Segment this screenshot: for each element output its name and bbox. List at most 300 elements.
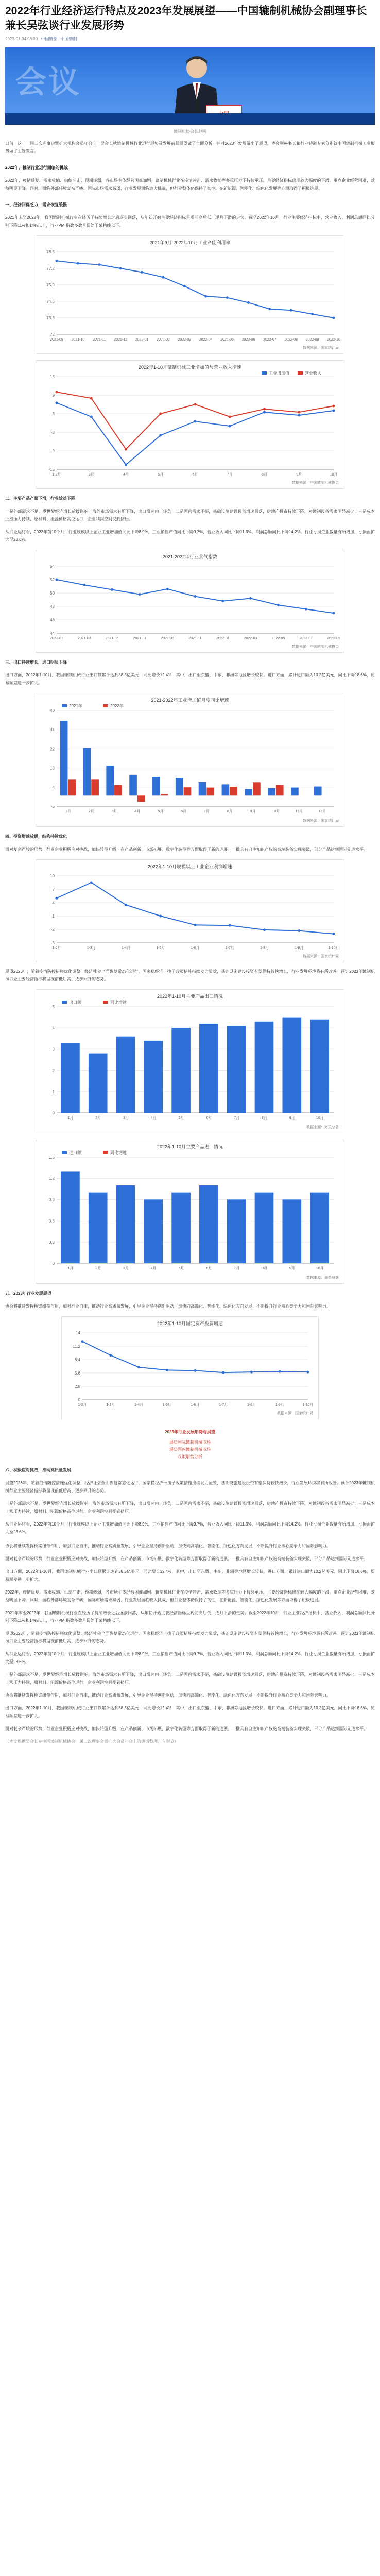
bar	[222, 784, 230, 795]
data-point	[90, 416, 93, 418]
bar	[171, 1028, 191, 1113]
x-tick-label: 2022-02	[157, 338, 170, 342]
x-tick-label: 1-4月	[134, 1403, 144, 1407]
chart-svg	[36, 999, 344, 1128]
paragraph-13: 2022年，疫情反复、需求收缩、供给冲击、预期转弱，各市场主体经营困难加剧。辘制机械行业在疫情冲击、需求收缩等多重压力下持续承压，主要经济指标出现较大幅度的下滑。重点企业经营困难，效益明显下降。同时，面临外部环境复杂严峻，国际市场需求减弱，行业发展面临较大挑战，但行业整体仍保持了韧性，在新能源、智能化、绿色化发展等方面取得了积极进展。	[5, 1590, 375, 1602]
x-tick-label: 4月	[123, 473, 129, 477]
data-point	[81, 1340, 84, 1343]
data-point	[263, 411, 266, 414]
x-tick-label: 5月	[158, 473, 164, 477]
chart-imports	[36, 1140, 344, 1284]
section-body-1: 2022年，疫情反复、需求收缩、供给冲击、预期转弱，各市场主体经营困难加剧。辘制机械行业在疫情冲击、需求收缩等多重压力下持续承压，主要经济指标出现较大幅度的下滑。重点企业经营困难，效益明显下降。同时，面临外部环境复杂严峻，国际市场需求减弱，行业发展面临较大挑战，但行业整体仍保持了韧性，在新能源、智能化、绿色化发展等方面取得了积极进展。	[5, 178, 375, 191]
y-tick-label: 2.8	[74, 1384, 80, 1389]
legend-swatch	[262, 371, 267, 375]
y-tick-label: -3	[50, 430, 55, 435]
x-tick-label: 1月	[65, 810, 71, 814]
data-point	[166, 1369, 168, 1371]
y-tick-label: 0.9	[48, 1197, 55, 1202]
data-point	[307, 1371, 309, 1374]
x-tick-label: 2021-09	[161, 637, 175, 640]
y-tick-label: 8.4	[74, 1358, 80, 1362]
toc-item[interactable]: 展望国内辘制机械市场	[169, 1447, 211, 1452]
desk	[5, 113, 375, 125]
data-point	[139, 593, 141, 596]
bar	[68, 779, 76, 795]
y-tick-label: 3	[52, 1047, 55, 1052]
paragraph-9: 从行业运行看，2022年前10个月，行业规模以上企业工业增加值同比下降8.9%，工业销售产值同比下降9.7%，营业收入同比下降11.3%，利润总额同比下降14.2%。行业亏损企业数量有所增加，亏损面扩大至23.6%。	[5, 1522, 375, 1534]
data-point	[56, 579, 58, 581]
data-point	[226, 296, 229, 299]
legend-label: 2021年	[69, 704, 82, 708]
legend-label: 出口额	[69, 1000, 81, 1005]
toc-item[interactable]: 展望国际辘制机械市场	[169, 1440, 211, 1445]
paragraph-7: 展望2023年，随着疫情防控措施优化调整，经济社会全面恢复常态化运行，国家稳经济一揽子政策措施持续发力显效，基础设施建设投资有望保持较快增长，行业发展环境将有所改善。预计2023年辘制机械行业主要经济指标将呈现前低后高、逐步回升的态势。	[5, 1481, 375, 1493]
y-tick-label: 75.9	[46, 283, 55, 287]
x-tick-label: 6月	[206, 1267, 212, 1270]
data-point	[119, 267, 122, 270]
bar	[137, 795, 145, 802]
paragraph-20: 面对复杂严峻的形势，行业企业积极应对挑战，加快转型升级，在产品创新、市场拓展、数字化转型等方面取得了新的进展。一批具有自主知识产权的高端装备实现突破，部分产品达到国际先进水平。	[5, 1726, 368, 1731]
data-point	[263, 408, 266, 411]
x-tick-label: 3月	[123, 1116, 129, 1120]
bar	[255, 1022, 274, 1113]
y-tick-label: 7	[52, 887, 55, 892]
x-tick-label: 2021-11	[188, 637, 202, 640]
y-tick-label: 50	[50, 591, 55, 596]
data-point	[333, 612, 335, 615]
bar	[144, 1041, 163, 1113]
data-point	[159, 413, 162, 415]
chart-title: 2022年1-10月规模以上工业企业利润增速	[147, 864, 233, 869]
data-point	[311, 313, 314, 315]
data-point	[90, 397, 93, 400]
data-point	[109, 1354, 112, 1357]
y-tick-label: 44	[50, 631, 55, 636]
x-tick-label: 1-6月	[191, 1403, 200, 1407]
section-heading-4: 三、出口持续增长，进口明显下降	[5, 660, 67, 665]
x-tick-label: 9月	[296, 473, 302, 477]
data-point	[268, 308, 271, 310]
bar	[61, 1171, 80, 1263]
chart-exports	[36, 989, 344, 1133]
data-point	[247, 301, 250, 304]
bar	[199, 1024, 218, 1113]
data-point	[298, 411, 300, 414]
outlook-heading: 2023年行业发展形势与展望	[165, 1430, 215, 1434]
series-line	[57, 403, 334, 465]
bar	[116, 1037, 135, 1113]
y-tick-label: 10	[50, 874, 55, 878]
y-tick-label: -2	[50, 927, 55, 932]
y-tick-label: 72	[50, 332, 55, 337]
bar	[314, 787, 322, 796]
data-point	[125, 448, 127, 451]
bar	[282, 1199, 301, 1263]
bar	[60, 721, 68, 795]
x-tick-label: 2022-01	[135, 338, 149, 342]
data-point	[279, 1370, 281, 1373]
series-line	[57, 261, 334, 318]
x-tick-label: 2月	[95, 1116, 101, 1120]
article-author[interactable]: 中国辘制	[41, 37, 58, 41]
chart-capacity-utilization	[36, 235, 344, 354]
chart-title: 2021-2022年工业增加值月度同比增速	[151, 698, 229, 703]
data-point	[298, 929, 300, 932]
x-tick-label: 6月	[181, 810, 187, 814]
x-tick-label: 2022-09	[327, 637, 340, 640]
y-tick-label: 54	[50, 564, 55, 569]
y-tick-label: 5	[52, 1005, 55, 1009]
bar	[144, 1199, 163, 1263]
y-tick-label: 0	[52, 1111, 55, 1115]
bar	[89, 1193, 108, 1263]
data-point	[183, 285, 186, 287]
data-point	[111, 588, 113, 591]
data-point	[56, 897, 58, 900]
chart-title: 2021年9月-2022年10月工业产能利用率	[149, 240, 231, 245]
x-tick-label: 2022-07	[299, 637, 313, 640]
chart-source: 数据来源：国家统计局	[303, 955, 339, 958]
x-tick-label: 1-9月	[275, 1403, 284, 1407]
bar	[199, 782, 206, 795]
chart-title: 2021-2022年行业景气指数	[162, 554, 218, 560]
y-tick-label: 22	[50, 747, 55, 752]
data-point	[229, 924, 231, 927]
paragraph-4: 面对复杂严峻的形势，行业企业积极应对挑战，加快转型升级，在产品创新、市场拓展、数字化转型等方面取得了新的进展。一批具有自主知识产权的高端装备实现突破，部分产品达到国际先进水平。	[5, 847, 368, 852]
x-tick-label: 1-5月	[162, 1403, 171, 1407]
y-tick-label: 3	[52, 412, 55, 416]
data-point	[222, 1371, 224, 1374]
paragraph-12: 出口方面，2022年1-10月，我国辘制机械行业出口额累计达到38.5亿美元，同比增长12.4%，其中，出口至东盟、中东、非洲等地区增长较快。进口方面，累计进口额为10.2亿美元，同比下降18.6%，贸易顺差进一步扩大。	[5, 1569, 375, 1582]
paragraph-8: 一是外部需求不足。受世界经济增长放缓影响，海外市场需求有所下降，出口增速由正转负；二是国内需求不振，基础设施建设投资增速回落，房地产投资持续下降，对辘制设备需求明显减少；三是成本上涨压力持续，原材料、能源价格高位运行，企业利润空间受到挤压。	[5, 1501, 375, 1514]
paragraph-17: 一是外部需求不足。受世界经济增长放缓影响，海外市场需求有所下降，出口增速由正转负；二是国内需求不振，基础设施建设投资增速回落，房地产投资持续下降，对辘制设备需求明显减少；三是成本上涨压力持续，原材料、能源价格高位运行，企业利润空间受到挤压。	[5, 1672, 375, 1685]
x-tick-label: 6月	[206, 1116, 212, 1120]
x-tick-label: 9月	[289, 1116, 295, 1120]
y-tick-label: 74.6	[46, 299, 55, 304]
paragraph-14: 2021年末至2022年，我国辘制机械行业在经历了持续增长之后逐步回落，从年初开始主要经济指标呈现前高后低、逐月下滑的走势。截至2022年10月，行业主要经济指标中，营业收入、利润总额同比分别下降11%和14%以上，行业PMI指数多数月份处于荣枯线以下。	[5, 1611, 375, 1623]
x-tick-label: 2021-03	[77, 637, 91, 640]
photo-caption: 辘制机协会长赵明	[174, 129, 206, 134]
y-tick-label: 78.5	[46, 250, 55, 255]
bar	[116, 1185, 135, 1263]
bar	[114, 785, 122, 796]
x-tick-label: 2021-10	[71, 338, 85, 342]
chart-source: 数据来源：国家统计局	[303, 819, 339, 823]
x-tick-label: 1-5月	[156, 946, 165, 950]
paragraph-11: 面对复杂严峻的形势，行业企业积极应对挑战，加快转型升级，在产品创新、市场拓展、数字化转型等方面取得了新的进展。一批具有自主知识产权的高端装备实现突破，部分产品达到国际先进水平。	[5, 1556, 368, 1561]
data-point	[305, 608, 307, 611]
y-tick-label: -15	[48, 467, 55, 472]
x-tick-label: 1-3月	[87, 946, 96, 950]
chart-svg	[36, 870, 344, 957]
y-tick-label: 77.2	[46, 266, 55, 271]
legend-label: 同比增速	[110, 1000, 127, 1005]
bar	[227, 1026, 246, 1113]
section-heading-6: 五、2023年行业发展展望	[5, 1291, 51, 1296]
bar	[310, 1193, 329, 1263]
data-point	[56, 391, 58, 394]
y-tick-label: 31	[50, 727, 55, 733]
paragraph-3: 出口方面，2022年1-10月，我国辘制机械行业出口额累计达到38.5亿美元，同比增长12.4%，其中，出口至东盟、中东、非洲等地区增长较快。进口方面，累计进口额为10.2亿美元，同比下降18.6%，贸易顺差进一步扩大。	[5, 673, 375, 685]
x-tick-label: 7月	[234, 1116, 240, 1120]
x-tick-label: 7月	[227, 473, 233, 477]
data-point	[90, 882, 93, 884]
chart-fixed-investment	[61, 1316, 319, 1419]
x-tick-label: 2022-03	[244, 637, 257, 640]
x-tick-label: 2022-03	[178, 338, 192, 342]
chart-svg	[36, 246, 344, 349]
x-tick-label: 3月	[88, 473, 94, 477]
x-tick-label: 1-7月	[225, 946, 234, 950]
x-tick-label: 1-2月	[52, 946, 61, 950]
x-tick-label: 3月	[111, 810, 117, 814]
bar	[310, 1020, 329, 1113]
paragraph-19: 出口方面，2022年1-10月，我国辘制机械行业出口额累计达到38.5亿美元，同比增长12.4%，其中，出口至东盟、中东、非洲等地区增长较快。进口方面，累计进口额为10.2亿美元，同比下降18.6%，贸易顺差进一步扩大。	[5, 1706, 375, 1718]
chart-svg	[62, 1327, 318, 1414]
x-tick-label: 8月	[262, 1116, 267, 1120]
data-point	[250, 1371, 253, 1374]
x-tick-label: 4月	[134, 810, 141, 814]
x-tick-label: 1-10月	[328, 946, 339, 950]
bar	[291, 788, 299, 796]
article-source[interactable]: 中国辘制	[60, 37, 77, 41]
bar	[268, 788, 275, 795]
legend-swatch	[62, 1151, 67, 1154]
chart-growth-rates	[36, 360, 344, 489]
x-tick-label: 2月	[88, 810, 94, 814]
y-tick-label: 5.6	[74, 1371, 80, 1376]
chart-source: 数据来源：国家统计局	[277, 1412, 313, 1415]
chart-svg	[36, 560, 344, 648]
x-tick-label: 11月	[295, 810, 303, 814]
x-tick-label: 3月	[123, 1267, 129, 1270]
x-tick-label: 2022-08	[284, 338, 298, 342]
paragraph-16: 从行业运行看，2022年前10个月，行业规模以上企业工业增加值同比下降8.9%，工业销售产值同比下降9.7%，营业收入同比下降11.3%，利润总额同比下降14.2%。行业亏损企业数量有所增加，亏损面扩大至23.6%。	[5, 1652, 375, 1664]
data-point	[194, 595, 197, 598]
data-point	[194, 420, 197, 423]
paragraph-2: 从行业运行看，2022年前10个月，行业规模以上企业工业增加值同比下降8.9%，工业销售产值同比下降9.7%，营业收入同比下降11.3%，利润总额同比下降14.2%。行业亏损企业数量有所增加，亏损面扩大至23.6%。	[5, 530, 375, 542]
data-point	[194, 1369, 197, 1372]
x-tick-label: 2021-12	[114, 338, 128, 342]
bar	[230, 787, 237, 795]
legend-swatch	[298, 371, 303, 375]
x-tick-label: 1-8月	[260, 946, 269, 950]
y-tick-label: 1	[52, 914, 55, 919]
data-point	[77, 262, 79, 265]
chart-svg	[36, 703, 344, 822]
data-point	[333, 317, 335, 319]
x-tick-label: 1-4月	[121, 946, 131, 950]
data-point	[194, 924, 197, 926]
data-point	[221, 600, 224, 602]
photo-banner-text: 会议	[15, 64, 81, 100]
data-point	[263, 928, 266, 931]
data-point	[277, 604, 280, 606]
x-tick-label: 4月	[150, 1267, 157, 1270]
x-tick-label: 6月	[192, 473, 198, 477]
data-point	[141, 271, 143, 274]
bar	[176, 778, 183, 795]
legend-label: 进口额	[69, 1150, 81, 1155]
y-tick-label: 15	[50, 375, 55, 379]
legend-swatch	[103, 1001, 108, 1004]
bar	[199, 1185, 218, 1263]
chart-svg	[36, 370, 344, 484]
paragraph-1: 一是外部需求不足。受世界经济增长放缓影响，海外市场需求有所下降，出口增速由正转负；二是国内需求不振，基础设施建设投资增速回落，房地产投资持续下降，对辘制设备需求明显减少；三是成本上涨压力持续，原材料、能源价格高位运行，企业利润空间受到挤压。	[5, 509, 375, 521]
data-point	[159, 434, 162, 437]
x-tick-label: 10月	[316, 1267, 324, 1270]
bar	[161, 794, 168, 795]
legend-swatch	[103, 1151, 108, 1154]
outlook-toc	[5, 1439, 375, 1461]
data-point	[166, 588, 169, 590]
data-point	[137, 1366, 140, 1368]
chart-source: 数据来源：海关总署	[306, 1126, 339, 1129]
bar	[83, 748, 91, 796]
x-tick-label: 1-2月	[78, 1403, 87, 1407]
data-point	[229, 425, 231, 428]
paragraph-6: 协会将继续发挥桥梁纽带作用，加强行业自律，推动行业高质量发展，引导企业坚持创新驱动，加快向高端化、智能化、绿色化方向发展，不断提升行业核心竞争力和国际影响力。	[5, 1304, 331, 1309]
bar	[184, 787, 192, 795]
x-tick-label: 1-7月	[219, 1403, 228, 1407]
y-tick-label: 40	[50, 708, 55, 713]
bar	[227, 1199, 246, 1263]
data-point	[333, 405, 335, 408]
data-point	[162, 276, 164, 279]
data-point	[229, 416, 231, 418]
bar	[245, 789, 252, 796]
x-tick-label: 2月	[95, 1267, 101, 1270]
chart-title: 2022年1-10月固定资产投资增速	[157, 1321, 223, 1326]
x-tick-label: 12月	[318, 810, 326, 814]
y-tick-label: 13	[50, 766, 55, 771]
x-tick-label: 1-10月	[302, 1403, 314, 1407]
bar	[276, 785, 284, 796]
y-tick-label: 48	[50, 604, 55, 609]
y-tick-label: 4	[52, 901, 55, 905]
data-point	[298, 414, 300, 417]
data-point	[333, 410, 335, 412]
chart-svg	[36, 1150, 344, 1279]
y-tick-label: 11.2	[73, 1344, 80, 1349]
x-tick-label: 8月	[262, 473, 267, 477]
bar	[282, 1018, 301, 1113]
y-tick-label: 1	[52, 1089, 55, 1094]
x-tick-label: 10月	[316, 1116, 324, 1120]
bar	[255, 1193, 274, 1263]
bar	[152, 777, 160, 795]
chart-title: 2022年1-10月辘制机械工业增加值与营业收入增速	[138, 365, 242, 370]
x-tick-label: 2022-10	[327, 338, 340, 342]
chart-profit-growth	[36, 859, 344, 962]
chart-source: 数据来源：海关总署	[306, 1276, 339, 1280]
x-tick-label: 1-3月	[106, 1403, 115, 1407]
bar	[91, 779, 99, 795]
paragraph-5: 展望2023年，随着疫情防控措施优化调整，经济社会全面恢复常态化运行，国家稳经济一揽子政策措施持续发力显效，基础设施建设投资有望保持较快增长，行业发展环境将有所改善。预计2023年辘制机械行业主要经济指标将呈现前低后高、逐步回升的态势。	[5, 969, 375, 981]
x-tick-label: 2022-06	[241, 338, 255, 342]
x-tick-label: 9月	[250, 810, 256, 814]
x-tick-label: 1月	[67, 1116, 74, 1120]
x-tick-label: 5月	[178, 1116, 184, 1120]
x-tick-label: 1-9月	[295, 946, 304, 950]
y-tick-label: 73.3	[46, 316, 55, 320]
article-footer: （本文根据吴会长在中国辘制机械协会一届二次理事会暨扩大会员年会上的讲话整理，有删节）	[5, 1739, 178, 1744]
x-tick-label: 2021-11	[93, 338, 106, 342]
paragraph-18: 协会将继续发挥桥梁纽带作用，加强行业自律，推动行业高质量发展，引导企业坚持创新驱动，加快向高端化、智能化、绿色化方向发展，不断提升行业核心竞争力和国际影响力。	[5, 1693, 331, 1698]
data-point	[249, 597, 252, 600]
chart-title: 2022年1-10月主要产品出口情况	[157, 994, 223, 999]
x-tick-label: 2022-01	[216, 637, 230, 640]
data-point	[125, 904, 127, 906]
y-tick-label: 9	[52, 393, 55, 398]
article-meta	[5, 36, 375, 42]
y-tick-label: -5	[50, 804, 55, 809]
section-heading-5: 四、投资增速放缓，结构持续优化	[5, 834, 67, 839]
x-tick-label: 2021-01	[50, 637, 63, 640]
bar	[129, 775, 137, 796]
section-heading-3: 二、主要产品产量下滑，行业效益下降	[5, 496, 75, 501]
bar	[253, 782, 261, 795]
x-tick-label: 8月	[262, 1267, 267, 1270]
article-title: 2022年行业经济运行特点及2023年发展展望——中国辘制机械协会副理事长兼长吴弦谈行业发展形势	[5, 5, 367, 31]
data-point	[83, 584, 85, 586]
x-tick-label: 2022-05	[220, 338, 234, 342]
x-tick-label: 7月	[234, 1267, 240, 1270]
data-point	[98, 263, 100, 266]
section-heading-1: 2022年，辘制行业运行面临的挑战	[5, 165, 68, 170]
x-tick-label: 1-8月	[247, 1403, 256, 1407]
legend-label: 工业增加值	[269, 371, 289, 376]
y-tick-label: -5	[50, 941, 55, 945]
legend-swatch	[62, 704, 67, 707]
y-tick-label: 0	[78, 1398, 80, 1402]
data-point	[125, 464, 127, 466]
legend-swatch	[62, 1001, 67, 1004]
y-tick-label: 4	[52, 785, 55, 790]
x-tick-label: 2022-09	[305, 338, 319, 342]
x-tick-label: 1-6月	[191, 946, 200, 950]
data-point	[204, 295, 207, 298]
x-tick-label: 9月	[289, 1267, 295, 1270]
y-tick-label: -9	[50, 449, 55, 453]
intro-paragraph: 日前，这一一届二次理事会暨扩大机构会员年会上，吴会长就辘制机械行业运行形势及发展前景展望做了全面分析，并对2023年发展做出了展望，协会副秘书长和行业特邀专家分别就中国辘制机械工业形势做了主旨发言。	[5, 141, 375, 154]
legend-label: 2022年	[110, 704, 124, 708]
toc-item[interactable]: 政策形势分析	[178, 1454, 202, 1459]
x-tick-label: 7月	[203, 810, 210, 814]
x-tick-label: 2022-04	[199, 338, 213, 342]
x-tick-label: 2022-05	[271, 637, 285, 640]
x-tick-label: 2021-05	[105, 637, 119, 640]
chart-source: 数据来源：国家统计局	[303, 346, 339, 350]
x-tick-label: 1-2月	[52, 473, 61, 477]
x-tick-label: 2021-07	[133, 637, 147, 640]
data-point	[194, 403, 197, 406]
chart-industrial-value-added	[36, 693, 344, 827]
y-tick-label: 2	[52, 1068, 55, 1073]
bar	[61, 1043, 80, 1113]
data-point	[56, 260, 58, 262]
legend-label: 同比增速	[110, 1150, 127, 1155]
bar	[206, 788, 214, 796]
bar	[171, 1193, 191, 1263]
x-tick-label: 10月	[330, 473, 338, 477]
chart-title: 2022年1-10月主要产品进口情况	[157, 1144, 223, 1149]
x-tick-label: 5月	[178, 1267, 184, 1270]
data-point	[159, 915, 162, 918]
data-point	[56, 402, 58, 404]
x-tick-label: 1月	[67, 1267, 74, 1270]
data-point	[333, 933, 335, 935]
